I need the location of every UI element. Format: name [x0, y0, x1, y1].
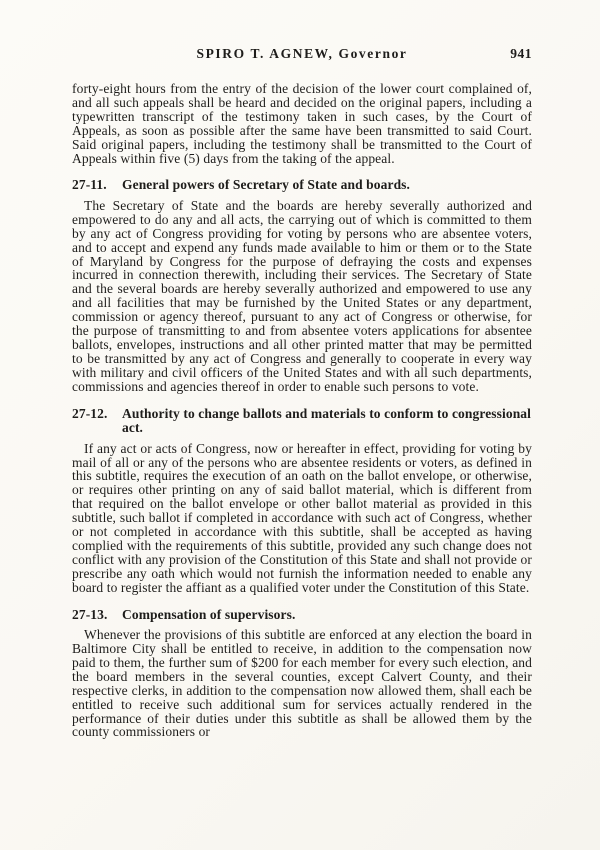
section-number: 27-12. [72, 405, 108, 421]
page-number: 941 [510, 46, 532, 61]
section-paragraph: If any act or acts of Congress, now or hereafter in effect, providing for voting by mail of all or any of the persons who are absentee residents or voters, as defined in this subtitle, requires the execution of an oath on the ballot envelope, or otherwise, or requires other printing on any of said ballot material, which is different from that required on the ballot envelope or other ballot material as provided in this subtitle, such ballot if completed in accordance with such act of Congress, whether or not completed in accordance with this subtitle, shall be accepted as having complied with the requirements of this subtitle, provided any such change does not conflict with any provision of the Constitution of this State and shall not provide or prescribe any oath which would not furnish the information needed to enable any board to register the affiant as a qualified voter under the Constitution of this State. [72, 440, 532, 595]
section-title: General powers of Secretary of State and boards. [122, 177, 411, 193]
continuation-paragraph: forty-eight hours from the entry of the decision of the lower court complained of, and all such appeals shall be heard and decided on the original papers, including a typewritten transcript of the testimony taken in such cases, by the Court of Appeals, as soon as possible after the same have been transmitted to said Court. Said original papers, including the testimony shall be transmitted to the Court of Appeals within five (5) days from the taking of the appeal. [72, 81, 532, 166]
section-heading [72, 407, 532, 436]
section-27-12 [72, 407, 532, 595]
section-heading [72, 178, 532, 193]
section-heading [72, 608, 532, 623]
section-title: Compensation of supervisors. [122, 606, 296, 622]
section-number: 27-13. [72, 606, 108, 622]
page-body [72, 82, 532, 739]
section-title: Authority to change ballots and materials to conform to congressional act. [122, 405, 532, 436]
section-27-13 [72, 608, 532, 740]
section-paragraph: Whenever the provisions of this subtitle are enforced at any election the board in Baltimore City shall be entitled to receive, in addition to the compensation now paid to them, the further sum of $200 for each member for every such election, and the board members in the several counties, except Calvert County, and their respective clerks, in addition to the compensation now allowed them, shall each be entitled to receive such additional sum for services actually rendered in the performance of their duties under this subtitle as shall be allowed them by the county commissioners or [72, 627, 532, 740]
section-27-11 [72, 178, 532, 393]
section-number: 27-11. [72, 177, 107, 193]
page-header [72, 46, 532, 62]
section-paragraph: The Secretary of State and the boards are hereby severally authorized and empowered to do any and all acts, the carrying out of which is committed to them by any act of Congress providing for voting by persons who are absentee voters, and to accept and expend any funds made available to him or them or to the State of Maryland by Congress for the purpose of defraying the costs and expenses incurred in connection therewith, including their services. The Secretary of State and the several boards are hereby severally authorized and empowered to use any and all facilities that may be furnished by the United States or any department, commission or agency thereof, pursuant to any act of Congress or otherwise, for the purpose of transmitting to and from absentee voters applications for absentee ballots, envelopes, instructions and all other printed matter that may be permitted to be transmitted by any act of Congress and generally to cooperate in every way with military and civil officers of the United States and with all such departments, commissions and agencies thereof in order to enable such persons to vote. [72, 197, 532, 394]
running-title: SPIRO T. AGNEW, Governor [196, 46, 408, 61]
